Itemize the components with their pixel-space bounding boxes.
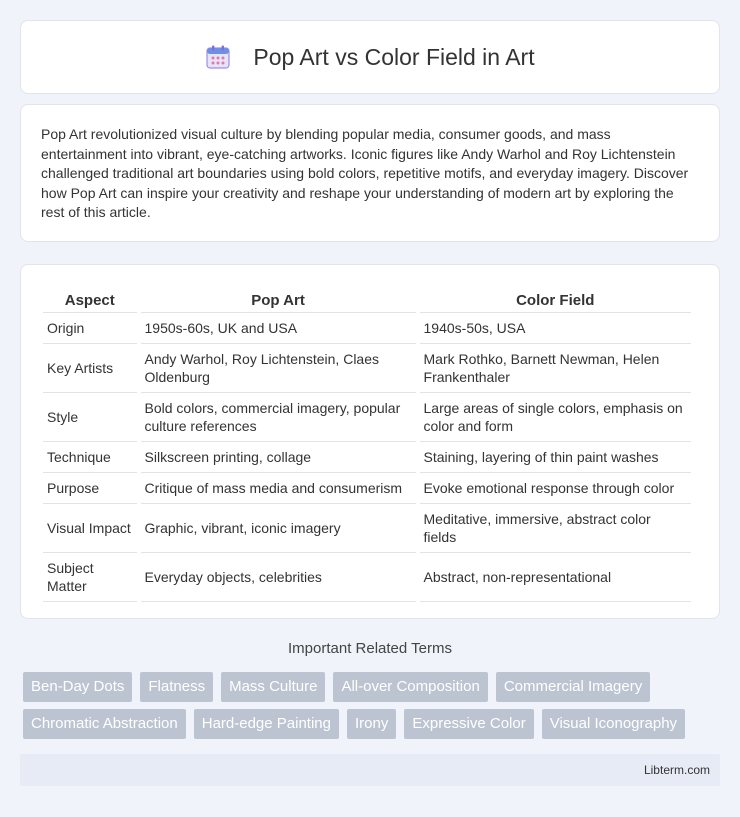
row-aspect: Subject Matter xyxy=(43,553,137,602)
related-tags xyxy=(23,672,723,746)
tag-all-over-composition[interactable]: All-over Composition xyxy=(333,672,487,702)
tag-hard-edge-painting[interactable]: Hard-edge Painting xyxy=(194,709,339,739)
page-title: Pop Art vs Color Field in Art xyxy=(253,43,535,70)
row-pop-art: Critique of mass media and consumerism xyxy=(141,473,416,504)
calendar-icon xyxy=(205,44,231,70)
table-row xyxy=(43,313,691,344)
comparison-card xyxy=(20,264,720,619)
row-aspect: Technique xyxy=(43,442,137,473)
table-row xyxy=(43,442,691,473)
footer-site-link[interactable]: Libterm.com xyxy=(643,763,710,777)
row-aspect: Visual Impact xyxy=(43,504,137,553)
row-color-field: Mark Rothko, Barnett Newman, Helen Frankenthaler xyxy=(420,344,691,393)
table-header-row xyxy=(43,285,691,313)
row-color-field: Staining, layering of thin paint washes xyxy=(420,442,691,473)
tag-visual-iconography[interactable]: Visual Iconography xyxy=(542,709,685,739)
tag-irony[interactable]: Irony xyxy=(347,709,396,739)
row-color-field: Meditative, immersive, abstract color fields xyxy=(420,504,691,553)
tag-flatness[interactable]: Flatness xyxy=(140,672,213,702)
row-pop-art: Silkscreen printing, collage xyxy=(141,442,416,473)
row-pop-art: 1950s-60s, UK and USA xyxy=(141,313,416,344)
tag-ben-day-dots[interactable]: Ben-Day Dots xyxy=(23,672,132,702)
table-row xyxy=(43,504,691,553)
footer xyxy=(20,754,720,786)
row-pop-art: Everyday objects, celebrities xyxy=(141,553,416,602)
tag-row xyxy=(23,709,723,739)
row-color-field: 1940s-50s, USA xyxy=(420,313,691,344)
row-aspect: Key Artists xyxy=(43,344,137,393)
row-aspect: Style xyxy=(43,393,137,442)
title-card xyxy=(20,20,720,94)
header-color-field: Color Field xyxy=(420,285,691,313)
table-row xyxy=(43,473,691,504)
intro-card xyxy=(20,104,720,242)
table-row xyxy=(43,553,691,602)
row-color-field: Large areas of single colors, emphasis on color and form xyxy=(420,393,691,442)
intro-text: Pop Art revolutionized visual culture by blending popular media, consumer goods, and mass entertainment into vibrant, eye-catching artworks. Iconic figures like Andy Warhol and Roy Lichtenstein challenged traditional art boundaries using bold colors, repetitive motifs, and everyday imagery. Discover how Pop Art can inspire your creativity and reshape your understanding of modern art by exploring the rest of this article. xyxy=(41,126,689,220)
tag-row xyxy=(23,672,723,702)
header-aspect: Aspect xyxy=(43,285,137,313)
row-aspect: Origin xyxy=(43,313,137,344)
row-pop-art: Andy Warhol, Roy Lichtenstein, Claes Oldenburg xyxy=(141,344,416,393)
row-color-field: Abstract, non-representational xyxy=(420,553,691,602)
row-pop-art: Graphic, vibrant, iconic imagery xyxy=(141,504,416,553)
comparison-table xyxy=(39,285,695,602)
row-color-field: Evoke emotional response through color xyxy=(420,473,691,504)
table-row xyxy=(43,393,691,442)
header-pop-art: Pop Art xyxy=(141,285,416,313)
related-terms-title: Important Related Terms xyxy=(288,640,452,657)
tag-mass-culture[interactable]: Mass Culture xyxy=(221,672,325,702)
row-aspect: Purpose xyxy=(43,473,137,504)
tag-commercial-imagery[interactable]: Commercial Imagery xyxy=(496,672,650,702)
tag-chromatic-abstraction[interactable]: Chromatic Abstraction xyxy=(23,709,186,739)
row-pop-art: Bold colors, commercial imagery, popular culture references xyxy=(141,393,416,442)
tag-expressive-color[interactable]: Expressive Color xyxy=(404,709,533,739)
table-row xyxy=(43,344,691,393)
